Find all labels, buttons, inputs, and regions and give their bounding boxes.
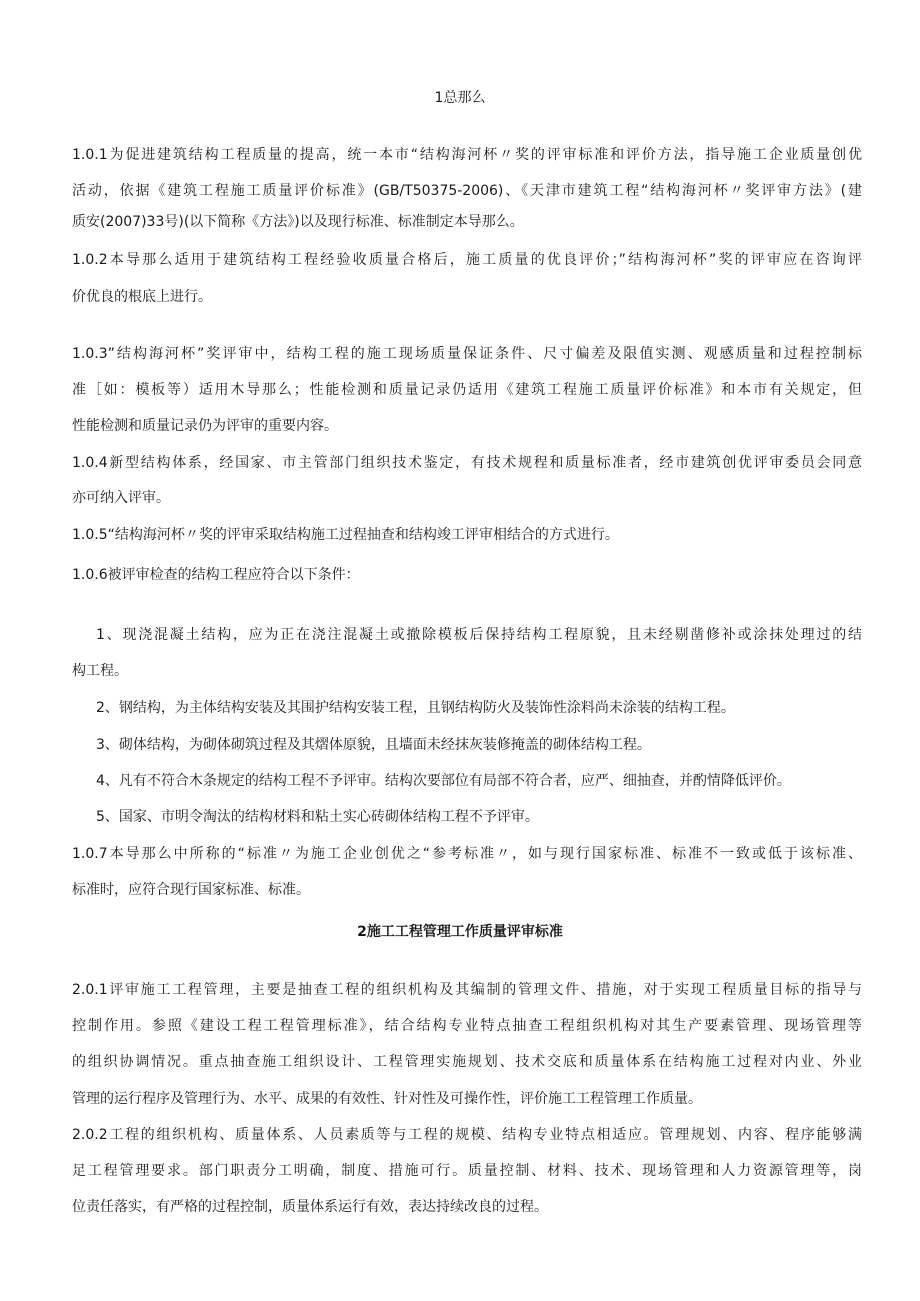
para-1-0-4-line-1: 1.0.4新型结构体系，经国家、市主管部门组织技术鉴定，有技术规程和质量标准者，经市建筑创优评审委员会同意 [72,455,862,471]
para-1-0-2-line-1: 1.0.2本导那么适用于建筑结构工程经验收质量合格后，施工质量的优良评价；”结构海河杯”奖的评审应在咨询评 [72,252,862,268]
list-item-2: 2、钢结构，为主体结构安装及其围护结构安装工程，且钢结构防火及装饰性涂料尚未涂装的结构工程。 [96,700,735,716]
para-1-0-7-line-2: 标准时，应符合现行国家标准、标准。 [72,882,310,898]
list-item-5: 5、国家、市明令淘汰的结构材料和粘土实心砖砌体结构工程不予评审。 [96,809,539,825]
section-1-title: 1总那么 [434,90,486,106]
para-1-0-3-line-1: 1.0.3”结构海河杯”奖评审中，结构工程的施工现场质量保证条件、尺寸偏差及限值实测、观感质量和过程控制标 [72,346,862,362]
para-2-0-2-line-3: 位责任落实，有严格的过程控制，质量体系运行有效，表达持续改良的过程。 [72,1199,548,1215]
para-2-0-2-line-1: 2.0.2工程的组织机构、质量体系、人员素质等与工程的规模、结构专业特点相适应。管理规划、内容、程序能够满 [72,1127,862,1143]
para-1-0-3-line-3: 性能检测和质量记录仍为评审的重要内容。 [72,418,338,434]
para-1-0-1-line-1: 1.0.1为促进建筑结构工程质量的提高，统一本市“结构海河杯〃奖的评审标准和评价方法，指导施工企业质量创优 [72,147,862,163]
list-item-3: 3、砌体结构，为砌体砌筑过程及其熠体原貌，且墙面未经抹灰装修掩盖的砌体结构工程。 [96,737,651,753]
section-2-title: 2施工工程管理工作质量评审标准 [357,924,563,940]
para-2-0-1-line-1: 2.0.1评审施工工程管理，主要是抽查工程的组织机构及其编制的管理文件、措施，对于实现工程质量目标的指导与 [72,982,862,998]
para-1-0-4-line-2: 亦可纳入评审。 [72,490,170,506]
list-item-1-line-1: 1、现浇混凝土结构，应为正在浇注混凝土或撤除模板后保持结构工程原貌，且未经剔凿修补或涂抹处理过的结 [96,627,862,643]
para-1-0-3-line-2: 准［如：模板等）适用木导那么；性能检测和质量记录仍适用《建筑工程施工质量评价标准》和本市有关规定，但 [72,382,862,398]
para-2-0-1-line-3: 的组织协调情况。重点抽查施工组织设计、工程管理实施规划、技术交底和质量体系在结构施工过程对内业、外业 [72,1054,862,1070]
list-item-1-line-2: 构工程。 [72,663,128,679]
para-1-0-7-line-1: 1.0.7本导那么中所称的“标准〃为施工企业创优之“参考标准〃，如与现行国家标准、标准不一致或低于该标准、 [72,846,862,862]
para-1-0-2-line-2: 价优良的根底上进行。 [72,289,212,305]
para-2-0-1-line-4: 管理的运行程序及管理行为、水平、成果的有效性、针对性及可操作性，评价施工工程管理工作质量。 [72,1091,702,1107]
para-1-0-1-line-3: 质安(2007)33号)(以下简称《方法》)以及现行标准、标准制定本导那么。 [72,214,524,230]
para-2-0-2-line-2: 足工程管理要求。部门职责分工明确，制度、措施可行。质量控制、材料、技术、现场管理和人力资源管理等，岗 [72,1163,862,1179]
para-1-0-5: 1.0.5“结构海河杯〃奖的评审采取结构施工过程抽查和结构竣工评审相结合的方式进行。 [72,527,619,543]
para-2-0-1-line-2: 控制作用。参照《建设工程工程管理标准》，结合结构专业特点抽查工程组织机构对其生产要素管理、现场管理等 [72,1018,862,1034]
para-1-0-1-line-2: 活动，依据《建筑工程施工质量评价标准》(GB/T50375-2006)、《天津市建筑工程“结构海河杯〃奖评审方法》(建 [72,183,862,199]
para-1-0-6: 1.0.6被评审检查的结构工程应符合以下条件： [72,567,360,583]
list-item-4: 4、凡有不符合木条规定的结构工程不予评审。结构次要部位有局部不符合者，应严、细抽查，并酌情降低评价。 [96,773,791,789]
